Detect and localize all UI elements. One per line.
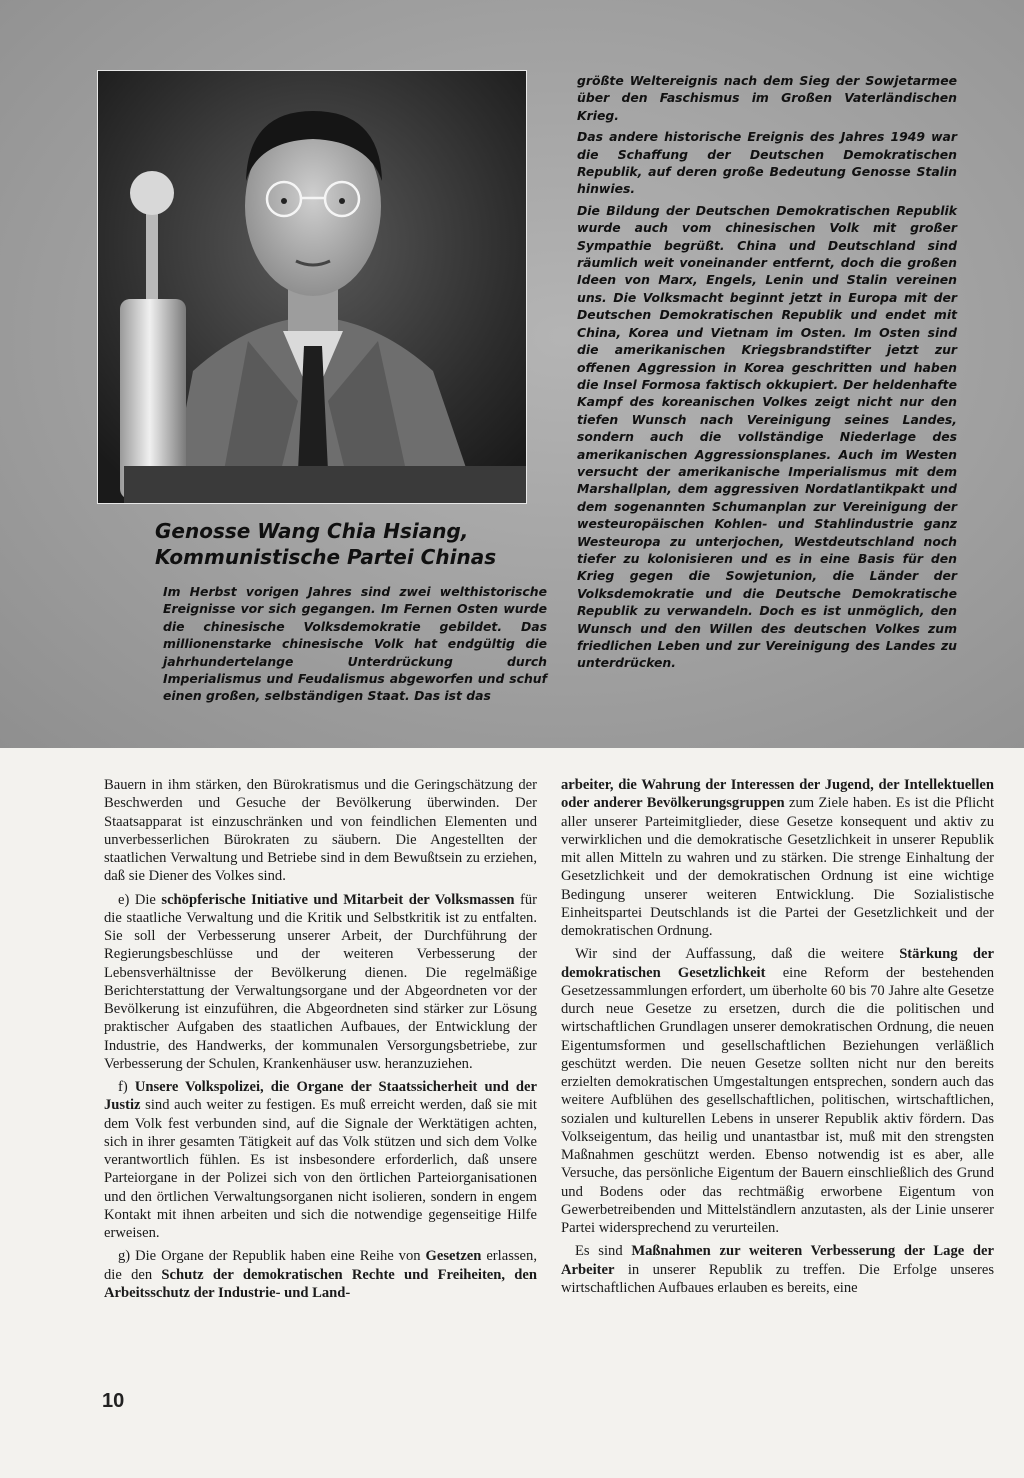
text-run: Es sind xyxy=(575,1243,632,1260)
speech-column xyxy=(577,72,957,676)
speech-paragraph-2: Das andere historische Ereignis des Jahres 1949 war die Schaffung der Deutschen Demokratischen Republik, auf deren große Bedeutung Genosse Stalin hinwies. xyxy=(577,129,957,197)
bold-run: Stärkung der demokratischen Gesetzlichkeit xyxy=(561,946,994,981)
portrait-photo xyxy=(97,70,527,504)
page-number: 10 xyxy=(102,1390,125,1412)
body-paragraph xyxy=(561,776,994,940)
text-run: e) Die xyxy=(118,891,162,908)
text-run: f) xyxy=(118,1079,135,1095)
body-column-right xyxy=(561,776,994,1302)
body-paragraph: Bauern in ihm stärken, den Bürokratismus und die Geringschätzung der Beschwerden und Gesuche der Bevölkerung überwinden. Der Staatsapparat ist einzuschränken und von feindlichen Elementen und unverbesserlichen Bürokraten zu säubern. Die Angestellten der staatlichen Verwaltung und Betriebe sind in dem Bewußtsein zu erziehen, daß sie Diener des Volkes sind. xyxy=(104,777,537,885)
body-paragraph xyxy=(561,945,994,1237)
portrait-illustration xyxy=(98,71,526,503)
intro-text xyxy=(163,583,547,709)
bold-run: arbeiter, die Wahrung der Interessen der Jugend, der Intellektuellen oder anderer Bevölkerungsgruppen xyxy=(561,777,994,812)
body-column-left xyxy=(104,776,537,1307)
text-run: zum Ziele haben. Es ist die Pflicht aller unserer Parteimitglieder, diese Gesetze konsequent und aktiv zu verwirklichen und die demokratische Gesetzlichkeit in unserer Republik mit allen Mitteln zu wahren und zu stärken. Die strenge Einhaltung der Gesetzlichkeit und der demokratischen Ordnung ist eine wichtige Bedingung unserer weiteren Entwicklung. Die Sozialistische Einheitspartei Deutschlands ist die Partei der Gesetzlichkeit und der demokratischen Ordnung. xyxy=(561,795,995,939)
bold-run: Gesetzen xyxy=(425,1248,482,1265)
text-run: eine Reform der bestehenden Gesetzessammlungen erfordert, um überholte 60 bis 70 Jahre alte Gesetze durch neue Gesetze zu ersetzen, durch die die politischen und wirtschaftlichen Grundlagen unserer demokratischen Ordnung, die neuen Eigentumsformen und gesellschaftlichen Beziehungen verläßlich geschützt werden. Die neuen Gesetze sollten nicht nur den bereits erzielten demokratischen Umgestaltungen entsprechen, sondern auch das weitere Aufblühen des gesellschaftlichen, politischen, wirtschaftlichen, sozialen und kulturellen Lebens in unserer Republik aktiv fördern. Das Volkseigentum, das heilig und unantastbar ist, muß mit den strengsten Maßnahmen geschützt werden. Ebenso notwendig ist es aber, alle Versuche, das persönliche Eigentum der Bauern einschließlich des Grund und Bodens oder das rechtmäßig erworbene Eigentum von Gewerbetreibenden und Mittelständlern anzutasten, als der Linie unserer Partei widersprechend zu verurteilen. xyxy=(561,964,995,1236)
bold-run: schöpferische Initiative und Mitarbeit der Volksmassen xyxy=(161,891,515,908)
body-paragraph xyxy=(561,1242,994,1297)
bold-run: Maßnahmen zur weiteren Verbesserung der Lage der Arbeiter xyxy=(561,1243,994,1278)
text-run: g) Die Organe der Republik haben eine Reihe von xyxy=(118,1248,426,1265)
body-paragraph xyxy=(104,891,537,1074)
body-paragraph xyxy=(104,1247,537,1302)
bold-run: Schutz der demokratischen Rechte und Freiheiten, den Arbeitsschutz der Industrie- und Land- xyxy=(104,1266,538,1301)
photo-caption xyxy=(155,518,495,570)
bold-run: Unsere Volkspolizei, die Organe der Staatssicherheit und der Justiz xyxy=(104,1079,537,1114)
body-paragraph xyxy=(104,1078,537,1242)
text-run: erlassen, die den xyxy=(104,1248,537,1283)
text-run: sind auch weiter zu festigen. Es muß erreicht werden, daß sie mit dem Volk fest verbunden sind, auf die Signale der Werktätigen achten, sich in ihrer gesamten Tätigkeit auf das Volk stützen und sich dem Volke verantwortlich fühlen. Es ist insbesondere erforderlich, daß unsere Parteiorgane in der Polizei sich von den örtlichen Parteiorganisationen und den örtlichen Verwaltungsorganen nicht isolieren, sondern in engem Kontakt mit ihnen arbeiten und sich die notwendige gegenseitige Hilfe erweisen. xyxy=(104,1097,537,1241)
intro-paragraph: Im Herbst vorigen Jahres sind zwei welthistorische Ereignisse vor sich gegangen. Im Fernen Osten wurde die chinesische Volksdemokratie gebildet. Das millionenstarke chinesische Volk hat endgültig die jahrhundertelange Unterdrückung durch Imperialismus und Feudalismus abgeworfen und schuf einen großen, selbständigen Staat. Das ist das xyxy=(163,584,547,704)
speech-paragraph-1: größte Weltereignis nach dem Sieg der Sowjetarmee über den Faschismus im Großen Vaterländischen Krieg. xyxy=(577,73,957,123)
caption-name: Genosse Wang Chia Hsiang, xyxy=(155,519,469,543)
text-run: in unserer Republik zu treffen. Die Erfolge unseres wirtschaftlichen Aufbaues erlauben es bereits, eine xyxy=(561,1261,994,1296)
caption-party: Kommunistische Partei Chinas xyxy=(155,545,497,569)
text-run: Wir sind der Auffassung, daß die weitere xyxy=(575,946,900,963)
speech-paragraph-3: Die Bildung der Deutschen Demokratischen Republik wurde auch vom chinesischen Volk mit großer Sympathie begrüßt. China und Deutschland sind räumlich weit voneinander entfernt, doch die großen Ideen von Marx, Engels, Lenin und Stalin vereinen uns. Die Volksmacht beginnt jetzt in Europa mit der Deutschen Demokratischen Republik und endet mit China, Korea und Vietnam im Osten. Im Osten sind die amerikanischen Kriegsbrandstifter jetzt zur offenen Aggression in Korea geschritten und haben die Insel Formosa faktisch okkupiert. Der heldenhafte Kampf des koreanischen Volkes zeigt nicht nur den tiefen Wunsch nach Vereinigung seines Landes, sondern auch die vollständige Niederlage des amerikanischen Aggressionsplanes. Auch im Westen versucht der amerikanische Imperialismus mit dem Marshallplan, dem aggressiven Nordatlantikpakt und dem sogenannten Schumanplan zur Vereinigung der westeuropäischen Kohlen- und Stahlindustrie ganz Westeuropa zu unterjochen, Westdeutschland noch tiefer zu kolonisieren und es in eine Basis für den Krieg gegen die Sowjetunion, die Länder der Volksdemokratie und die Deutsche Demokratische Republik zu verwandeln. Doch es ist unmöglich, den Wunsch und den Willen des deutschen Volkes zum friedlichen Leben und zur Vereinigung des Landes zu unterdrücken. xyxy=(577,202,957,671)
text-run: für die staatliche Verwaltung und die Kritik und Selbstkritik ist zu entfalten. Sie soll der Verbesserung unserer Arbeit, der Durchführung der Regierungsbeschlüsse und der weiteren Verbesserung der Lebensverhältnisse der Bevölkerung dienen. Die regelmäßige Berichterstattung der Verwaltungsorgane und der Abgeordneten vor der Bevölkerung ist einzuführen, die Abgeordneten sind stärker zur Lösung praktischer Aufgaben des staatlichen Aufbaues, der Entwicklung der Industrie, des Handwerks, der kommunalen Versorgungsbetriebe, zur Verbesserung der Schulen, Krankenhäuser usw. heranzuziehen. xyxy=(104,891,538,1072)
